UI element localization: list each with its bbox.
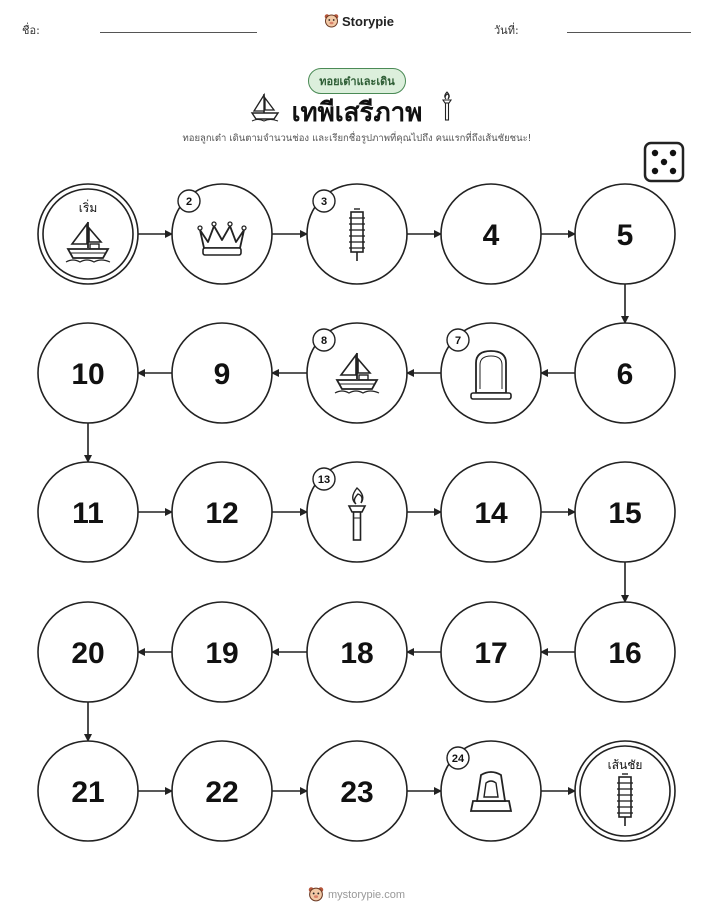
- cell-number: 16: [608, 637, 642, 670]
- game-instructions: ทอยลูกเต๋า เดินตามจำนวนช่อง และเรียกชื่อรูปภาพที่คุณไปถึง คนแรกที่ถึงเส้นชัยชนะ!: [182, 133, 532, 144]
- footer: [308, 886, 405, 903]
- board-cell-25[interactable]: [575, 741, 675, 841]
- cell-number-badge: 8: [320, 335, 328, 347]
- cell-number-badge: 3: [320, 196, 328, 208]
- finish-label: เส้นชัย: [607, 758, 643, 772]
- board-cell-20[interactable]: [38, 602, 138, 702]
- board-cell-8[interactable]: [307, 323, 407, 423]
- board-cell-9[interactable]: [172, 323, 272, 423]
- cell-number: 22: [205, 776, 239, 809]
- cell-number: 11: [72, 497, 104, 530]
- board-cell-19[interactable]: [172, 602, 272, 702]
- cell-number: 21: [71, 776, 105, 809]
- cell-number: 23: [340, 776, 374, 809]
- cell-number-badge: 13: [317, 474, 331, 486]
- board-cell-7[interactable]: [441, 323, 541, 423]
- cell-number: 5: [616, 219, 634, 252]
- cell-number: 6: [616, 358, 634, 391]
- cell-number: 9: [213, 358, 231, 391]
- cell-number: 18: [340, 637, 374, 670]
- board-cell-10[interactable]: [38, 323, 138, 423]
- board-cell-15[interactable]: [575, 462, 675, 562]
- board-cell-18[interactable]: [307, 602, 407, 702]
- board-cell-16[interactable]: [575, 602, 675, 702]
- name-label: ชื่อ:: [22, 24, 40, 37]
- date-label: วันที่:: [494, 24, 519, 37]
- board-cell-2[interactable]: [172, 184, 272, 284]
- cell-number: 20: [71, 637, 105, 670]
- cell-number: 19: [205, 637, 239, 670]
- board-cell-24[interactable]: [441, 741, 541, 841]
- cell-number: 17: [474, 637, 508, 670]
- board-cell-3[interactable]: [307, 184, 407, 284]
- board-cell-5[interactable]: [575, 184, 675, 284]
- start-label: เริ่ม: [78, 201, 98, 215]
- board-cell-1[interactable]: [38, 184, 138, 284]
- bear-icon: [308, 886, 324, 903]
- tablet-icon: [471, 351, 511, 399]
- board-cell-11[interactable]: [38, 462, 138, 562]
- board-cell-22[interactable]: [172, 741, 272, 841]
- cell-number: 15: [608, 497, 642, 530]
- board-cell-21[interactable]: [38, 741, 138, 841]
- board-cell-13[interactable]: [307, 462, 407, 562]
- cell-number: 12: [205, 497, 239, 530]
- game-title: เทพีเสรีภาพ: [291, 98, 423, 128]
- board-cell-12[interactable]: [172, 462, 272, 562]
- board-cell-4[interactable]: [441, 184, 541, 284]
- brand-name: Storypie: [342, 13, 395, 29]
- cell-number: 4: [482, 219, 500, 252]
- cell-number-badge: 7: [454, 335, 462, 347]
- footer-site[interactable]: mystorypie.com: [328, 888, 406, 901]
- cell-number: 10: [71, 358, 105, 391]
- cell-number-badge: 2: [185, 196, 193, 208]
- board-cell-17[interactable]: [441, 602, 541, 702]
- cell-number: 14: [474, 497, 508, 530]
- board-cell-14[interactable]: [441, 462, 541, 562]
- cell-number-badge: 24: [451, 753, 465, 765]
- game-badge: ทอยเต๋าและเดิน: [308, 68, 406, 94]
- board-cell-23[interactable]: [307, 741, 407, 841]
- board-cell-6[interactable]: [575, 323, 675, 423]
